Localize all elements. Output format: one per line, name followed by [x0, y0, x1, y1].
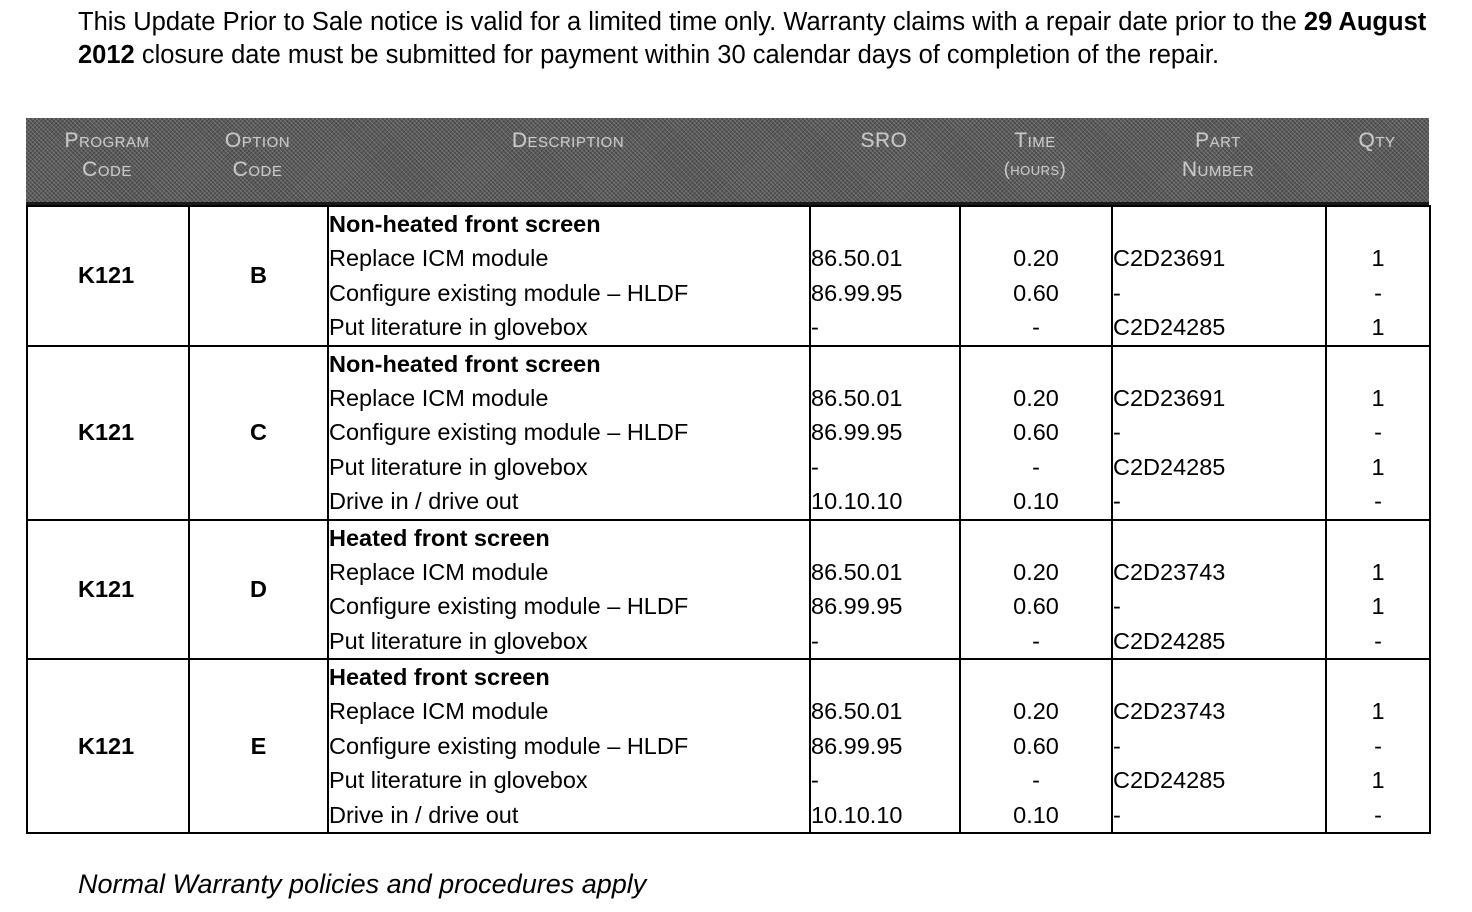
sro-cell — [810, 520, 960, 660]
description-line: Put literature in glovebox — [329, 453, 588, 480]
table-body — [26, 205, 1431, 834]
description-line: Replace ICM module — [329, 384, 549, 411]
sro-value: 10.10.10 — [811, 801, 903, 828]
qty-cell — [1326, 206, 1430, 346]
description-line: Put literature in glovebox — [329, 627, 588, 654]
part-number-value: C2D23743 — [1113, 558, 1226, 585]
header-program-code: Program Code — [64, 129, 150, 181]
qty-value: - — [1374, 732, 1382, 759]
spacer — [811, 660, 959, 694]
table-row — [27, 520, 1430, 660]
spacer — [1113, 521, 1325, 555]
description-heading: Heated front screen — [329, 664, 550, 691]
description-heading: Non-heated front screen — [329, 211, 601, 237]
description-line: Configure existing module – HLDF — [329, 593, 689, 620]
description-heading: Heated front screen — [329, 524, 550, 551]
header-option-code: Option Code — [224, 129, 291, 181]
time-value: 0.60 — [1013, 732, 1059, 759]
time-value: 0.20 — [1013, 245, 1059, 272]
description-line: Replace ICM module — [329, 245, 549, 272]
qty-cell — [1326, 520, 1430, 660]
sro-value: 86.50.01 — [811, 245, 903, 272]
sro-value: 86.99.95 — [811, 732, 903, 759]
part-number-value: - — [1113, 593, 1121, 620]
qty-value: 1 — [1371, 558, 1385, 585]
warranty-table — [26, 118, 1429, 834]
qty-value: 1 — [1371, 453, 1385, 480]
qty-value: - — [1374, 419, 1382, 446]
time-value: 0.20 — [1013, 698, 1059, 725]
qty-value: - — [1374, 488, 1382, 515]
description-line: Configure existing module – HLDF — [329, 279, 689, 306]
description-line: Put literature in glovebox — [329, 767, 588, 794]
spacer — [811, 347, 959, 381]
sro-value: 86.50.01 — [811, 558, 903, 585]
qty-value: 1 — [1371, 384, 1385, 411]
description-line: Put literature in glovebox — [329, 314, 588, 341]
time-value: 0.20 — [1013, 558, 1059, 585]
spacer — [811, 207, 959, 241]
spacer — [961, 347, 1111, 381]
time-value: 0.20 — [1013, 384, 1059, 411]
time-value: - — [1032, 767, 1040, 794]
part-number-value: - — [1113, 801, 1121, 828]
spacer — [1327, 347, 1429, 381]
spacer — [1113, 347, 1325, 381]
qty-value: 1 — [1371, 245, 1385, 272]
description-line: Configure existing module – HLDF — [329, 732, 689, 759]
table-row — [27, 346, 1430, 520]
sro-value: - — [811, 767, 819, 794]
footer-note: Normal Warranty policies and procedures apply — [78, 869, 647, 899]
sro-value: 86.99.95 — [811, 419, 903, 446]
option-code-cell: B — [189, 206, 328, 346]
part-number-value: - — [1113, 279, 1121, 306]
intro-text-after: closure date must be submitted for payment within 30 calendar days of completion of the repair. — [141, 41, 1220, 69]
sro-value: - — [811, 453, 819, 480]
header-description: Description — [511, 129, 625, 152]
description-cell — [328, 206, 810, 346]
closure-date: 29 August 2012 — [78, 8, 1427, 69]
spacer — [961, 660, 1111, 694]
sro-cell — [810, 659, 960, 833]
header-qty: Qty — [1358, 129, 1396, 152]
part-number-value: C2D23691 — [1113, 384, 1226, 411]
header-sro: SRO — [860, 129, 908, 152]
spacer — [1327, 660, 1429, 694]
part-number-value: - — [1113, 732, 1121, 759]
program-code-cell: K121 — [27, 659, 189, 833]
qty-value: - — [1374, 279, 1382, 306]
time-value: 0.60 — [1013, 419, 1059, 446]
part-number-cell — [1112, 206, 1326, 346]
spacer — [1327, 521, 1429, 555]
description-line: Configure existing module – HLDF — [329, 419, 689, 446]
qty-value: 1 — [1371, 698, 1385, 725]
description-cell — [328, 659, 810, 833]
description-heading: Non-heated front screen — [329, 350, 601, 377]
table-header — [26, 118, 1429, 205]
time-value: 0.10 — [1013, 801, 1059, 828]
program-code-cell: K121 — [27, 346, 189, 520]
program-code-cell: K121 — [27, 206, 189, 346]
table-row — [27, 206, 1430, 346]
part-number-value: C2D23743 — [1113, 698, 1226, 725]
table-row — [27, 659, 1430, 833]
time-value: 0.10 — [1013, 488, 1059, 515]
header-time: Time (hours) — [1003, 129, 1067, 179]
qty-value: - — [1374, 801, 1382, 828]
part-number-value: C2D24285 — [1113, 314, 1226, 341]
sro-value: - — [811, 627, 819, 654]
qty-value: 1 — [1371, 767, 1385, 794]
sro-value: 10.10.10 — [811, 488, 903, 515]
description-cell — [328, 346, 810, 520]
spacer — [1113, 207, 1325, 241]
part-number-cell — [1112, 659, 1326, 833]
spacer — [961, 521, 1111, 555]
time-cell — [960, 520, 1112, 660]
part-number-value: C2D24285 — [1113, 627, 1226, 654]
sro-cell — [810, 346, 960, 520]
header-part-number: Part Number — [1181, 129, 1255, 181]
spacer — [1327, 207, 1429, 241]
part-number-value: C2D23691 — [1113, 245, 1226, 272]
option-code-cell: E — [189, 659, 328, 833]
option-code-cell: C — [189, 346, 328, 520]
time-value: - — [1032, 453, 1040, 480]
time-cell — [960, 346, 1112, 520]
program-code-cell: K121 — [27, 520, 189, 660]
qty-cell — [1326, 346, 1430, 520]
description-line: Replace ICM module — [329, 698, 549, 725]
sro-value: 86.99.95 — [811, 279, 903, 306]
option-code-cell: D — [189, 520, 328, 660]
part-number-value: C2D24285 — [1113, 767, 1226, 794]
time-cell — [960, 206, 1112, 346]
sro-value: 86.99.95 — [811, 593, 903, 620]
time-value: 0.60 — [1013, 593, 1059, 620]
qty-value: 1 — [1371, 593, 1385, 620]
part-number-value: C2D24285 — [1113, 453, 1226, 480]
part-number-value: - — [1113, 419, 1121, 446]
part-number-cell — [1112, 346, 1326, 520]
qty-cell — [1326, 659, 1430, 833]
qty-value: - — [1374, 627, 1382, 654]
time-value: 0.60 — [1013, 279, 1059, 306]
sro-cell — [810, 206, 960, 346]
intro-paragraph — [78, 6, 1438, 72]
sro-value: - — [811, 314, 819, 341]
time-value: - — [1032, 314, 1040, 341]
intro-text-before: This Update Prior to Sale notice is valid for a limited time only. Warranty claims with a repair date prior to the — [78, 8, 1297, 36]
spacer — [1113, 660, 1325, 694]
sro-value: 86.50.01 — [811, 384, 903, 411]
part-number-cell — [1112, 520, 1326, 660]
description-line: Drive in / drive out — [329, 488, 519, 515]
qty-value: 1 — [1371, 314, 1385, 341]
spacer — [811, 521, 959, 555]
description-cell — [328, 520, 810, 660]
spacer — [961, 207, 1111, 241]
time-cell — [960, 659, 1112, 833]
description-line: Replace ICM module — [329, 558, 549, 585]
time-value: - — [1032, 627, 1040, 654]
description-line: Drive in / drive out — [329, 801, 519, 828]
part-number-value: - — [1113, 488, 1121, 515]
sro-value: 86.50.01 — [811, 698, 903, 725]
